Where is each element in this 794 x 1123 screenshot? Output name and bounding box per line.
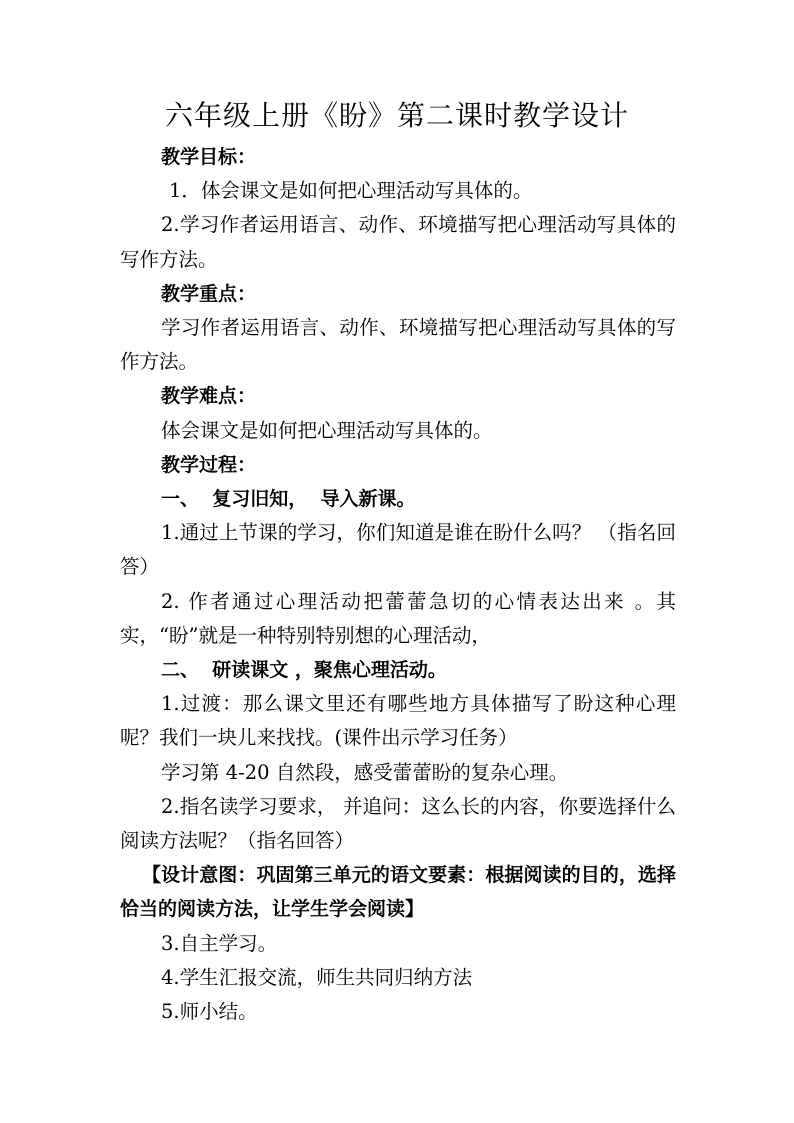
section-2-heading: 二、 研读课文 ，聚焦心理活动。 [161,659,447,682]
section-1-item-2: 2. 作者通过心理活动把蕾蕾急切的心情表达出来 。其实，“盼”就是一种特别特别想的心理活动， [120,589,676,647]
section-2-item-2: 2.指名读学习要求， 并追问：这么长的内容，你要选择什么阅读方法呢？（指名回答） [120,794,676,853]
section-2-task: 学习第 4-20 自然段，感受蕾蕾盼的复杂心理。 [161,760,569,784]
key-points-text: 学习作者运用语言、动作、环境描写把心理活动写具体的写作方法。 [120,316,676,374]
design-intent: 【设计意图：巩固第三单元的语文要素：根据阅读的目的，选择恰当的阅读方法，让学生学会阅读】 [120,864,676,921]
section-2-item-1: 1.过渡：那么课文里还有哪些地方具体描写了盼这种心理呢？我们一块儿来找找。(课件出示学习任务） [120,692,676,750]
section-2-item-4: 4.学生汇报交流，师生共同归纳方法 [161,965,473,989]
difficulty-text: 体会课文是如何把心理活动写具体的。 [161,418,493,442]
objective-2: 2.学习作者运用语言、动作、环境描写把心理活动写具体的写作方法。 [120,213,676,271]
section-2-item-5: 5.师小结。 [161,1000,258,1024]
section-1-item-1: 1.通过上节课的学习，你们知道是谁在盼什么吗？ （指名回答） [120,521,676,579]
document-title: 六年级上册《盼》第二课时教学设计 [164,99,629,132]
difficulty-heading: 教学难点： [161,385,257,408]
document-body [120,140,676,1029]
key-points-heading: 教学重点： [161,282,257,305]
process-heading: 教学过程： [161,453,257,476]
objective-1: 1．体会课文是如何把心理活动写具体的。 [169,179,533,203]
section-2-item-3: 3.自主学习。 [161,931,278,955]
objectives-heading: 教学目标： [161,146,257,168]
section-1-heading: 一、 复习旧知， 导入新课。 [161,488,416,511]
